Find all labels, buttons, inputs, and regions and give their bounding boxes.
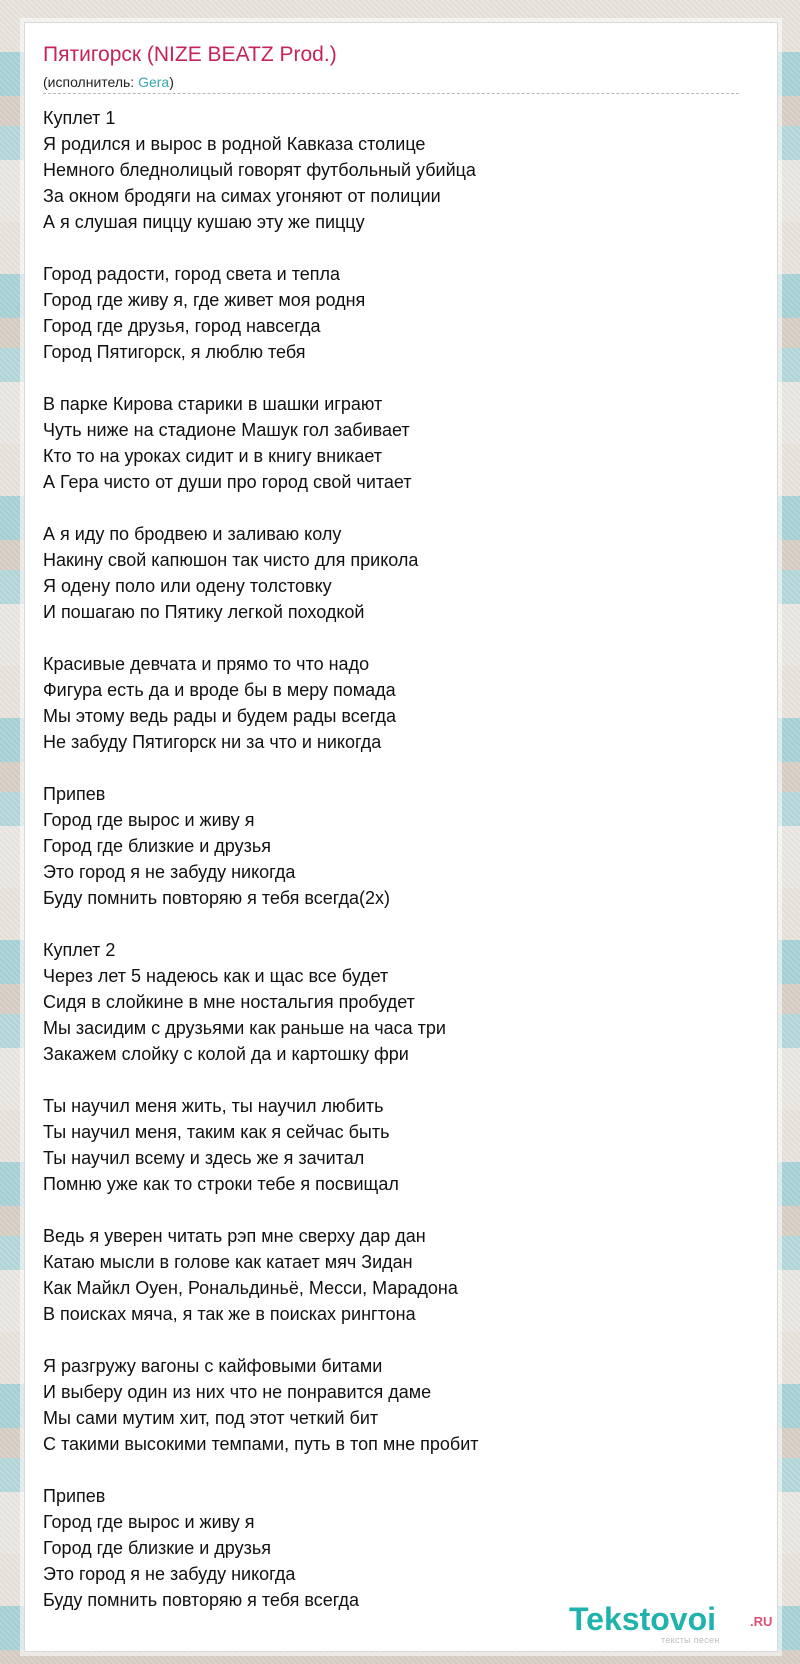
lyrics-line: Город где друзья, город навсегда [43,316,321,336]
artist-line [43,73,174,91]
lyrics-line: Я одену поло или одену толстовку [43,576,332,596]
lyrics-line: Город где живу я, где живет моя родня [43,290,366,310]
lyrics-body [43,105,743,1613]
lyrics-stanza [43,391,743,495]
lyrics-stanza [43,261,743,365]
lyrics-line: Мы этому ведь рады и будем рады всегда [43,706,397,726]
lyrics-line: Я родился и вырос в родной Кавказа столице [43,134,426,154]
lyrics-line: И пошагаю по Пятику легкой походкой [43,602,365,622]
lyrics-line: Ведь я уверен читать рэп мне сверху дар дан [43,1226,426,1246]
lyrics-line: Мы сами мутим хит, под этот четкий бит [43,1408,379,1428]
lyrics-line: Немного бледнолицый говорят футбольный убийца [43,160,476,180]
lyrics-line: А я слушая пиццу кушаю эту же пиццу [43,212,365,232]
lyrics-line: Мы засидим с друзьями как раньше на часа три [43,1018,446,1038]
lyrics-stanza [43,1223,743,1327]
lyrics-line: В поисках мяча, я так же в поисках рингтона [43,1304,416,1324]
lyrics-line: Фигура есть да и вроде бы в меру помада [43,680,396,700]
lyrics-line: Буду помнить повторяю я тебя всегда [43,1590,360,1610]
lyrics-line: Припев [43,1486,106,1506]
lyrics-line: Закажем слойку с колой да и картошку фри [43,1044,409,1064]
lyrics-line: Это город я не забуду никогда [43,1564,296,1584]
lyrics-stanza [43,1093,743,1197]
lyrics-line: Припев [43,784,106,804]
lyrics-line: Красивые девчата и прямо то что надо [43,654,370,674]
lyrics-line: Город Пятигорск, я люблю тебя [43,342,306,362]
artist-prefix: (исполнитель: [43,74,139,90]
lyrics-stanza [43,651,743,755]
lyrics-line: Ты научил меня жить, ты научил любить [43,1096,384,1116]
lyrics-line: Ты научил всему и здесь же я зачитал [43,1148,365,1168]
artist-suffix: ) [169,74,174,90]
lyrics-line: Город радости, город света и тепла [43,264,341,284]
title-divider [43,93,739,94]
lyrics-line: Накину свой капюшон так чисто для прикола [43,550,419,570]
lyrics-line: Сидя в слойкине в мне ностальгия пробудет [43,992,415,1012]
lyrics-stanza [43,105,743,235]
lyrics-line: Кто то на уроках сидит и в книгу вникает [43,446,383,466]
lyrics-line: За окном бродяги на симах угоняют от полиции [43,186,441,206]
lyrics-line: С такими высокими темпами, путь в топ мне пробит [43,1434,479,1454]
lyrics-line: Как Майкл Оуен, Рональдиньё, Месси, Марадона [43,1278,458,1298]
lyrics-line: Город где вырос и живу я [43,810,255,830]
lyrics-line: И выберу один из них что не понравится даме [43,1382,432,1402]
lyrics-line: В парке Кирова старики в шашки играют [43,394,383,414]
logo-tagline: тексты песен [661,1635,720,1645]
artist-link[interactable]: Gera [138,74,170,90]
lyrics-line: А я иду по бродвею и заливаю колу [43,524,342,544]
lyrics-stanza [43,1353,743,1457]
lyrics-card [24,22,778,1652]
lyrics-line: А Гера чисто от души про город свой читает [43,472,412,492]
logo-wordmark: Tekstovoi [569,1601,716,1637]
lyrics-line: Это город я не забуду никогда [43,862,296,882]
lyrics-line: Ты научил меня, таким как я сейчас быть [43,1122,390,1142]
lyrics-line: Буду помнить повторяю я тебя всегда(2x) [43,888,391,908]
lyrics-line: Я разгружу вагоны с кайфовыми битами [43,1356,383,1376]
site-logo[interactable] [569,1601,779,1651]
song-title: Пятигорск (NIZE BEATZ Prod.) [43,43,337,66]
logo-tld: .RU [750,1614,773,1629]
lyrics-line: Куплет 1 [43,108,116,128]
lyrics-line: Не забуду Пятигорск ни за что и никогда [43,732,382,752]
lyrics-stanza [43,521,743,625]
lyrics-line: Куплет 2 [43,940,116,960]
lyrics-stanza [43,1483,743,1613]
lyrics-line: Город где близкие и друзья [43,836,271,856]
lyrics-stanza [43,781,743,911]
lyrics-line: Город где близкие и друзья [43,1538,271,1558]
lyrics-line: Через лет 5 надеюсь как и щас все будет [43,966,389,986]
lyrics-stanza [43,937,743,1067]
lyrics-line: Город где вырос и живу я [43,1512,255,1532]
lyrics-line: Катаю мысли в голове как катает мяч Зидан [43,1252,413,1272]
lyrics-line: Чуть ниже на стадионе Машук гол забивает [43,420,410,440]
lyrics-line: Помню уже как то строки тебе я посвищал [43,1174,399,1194]
